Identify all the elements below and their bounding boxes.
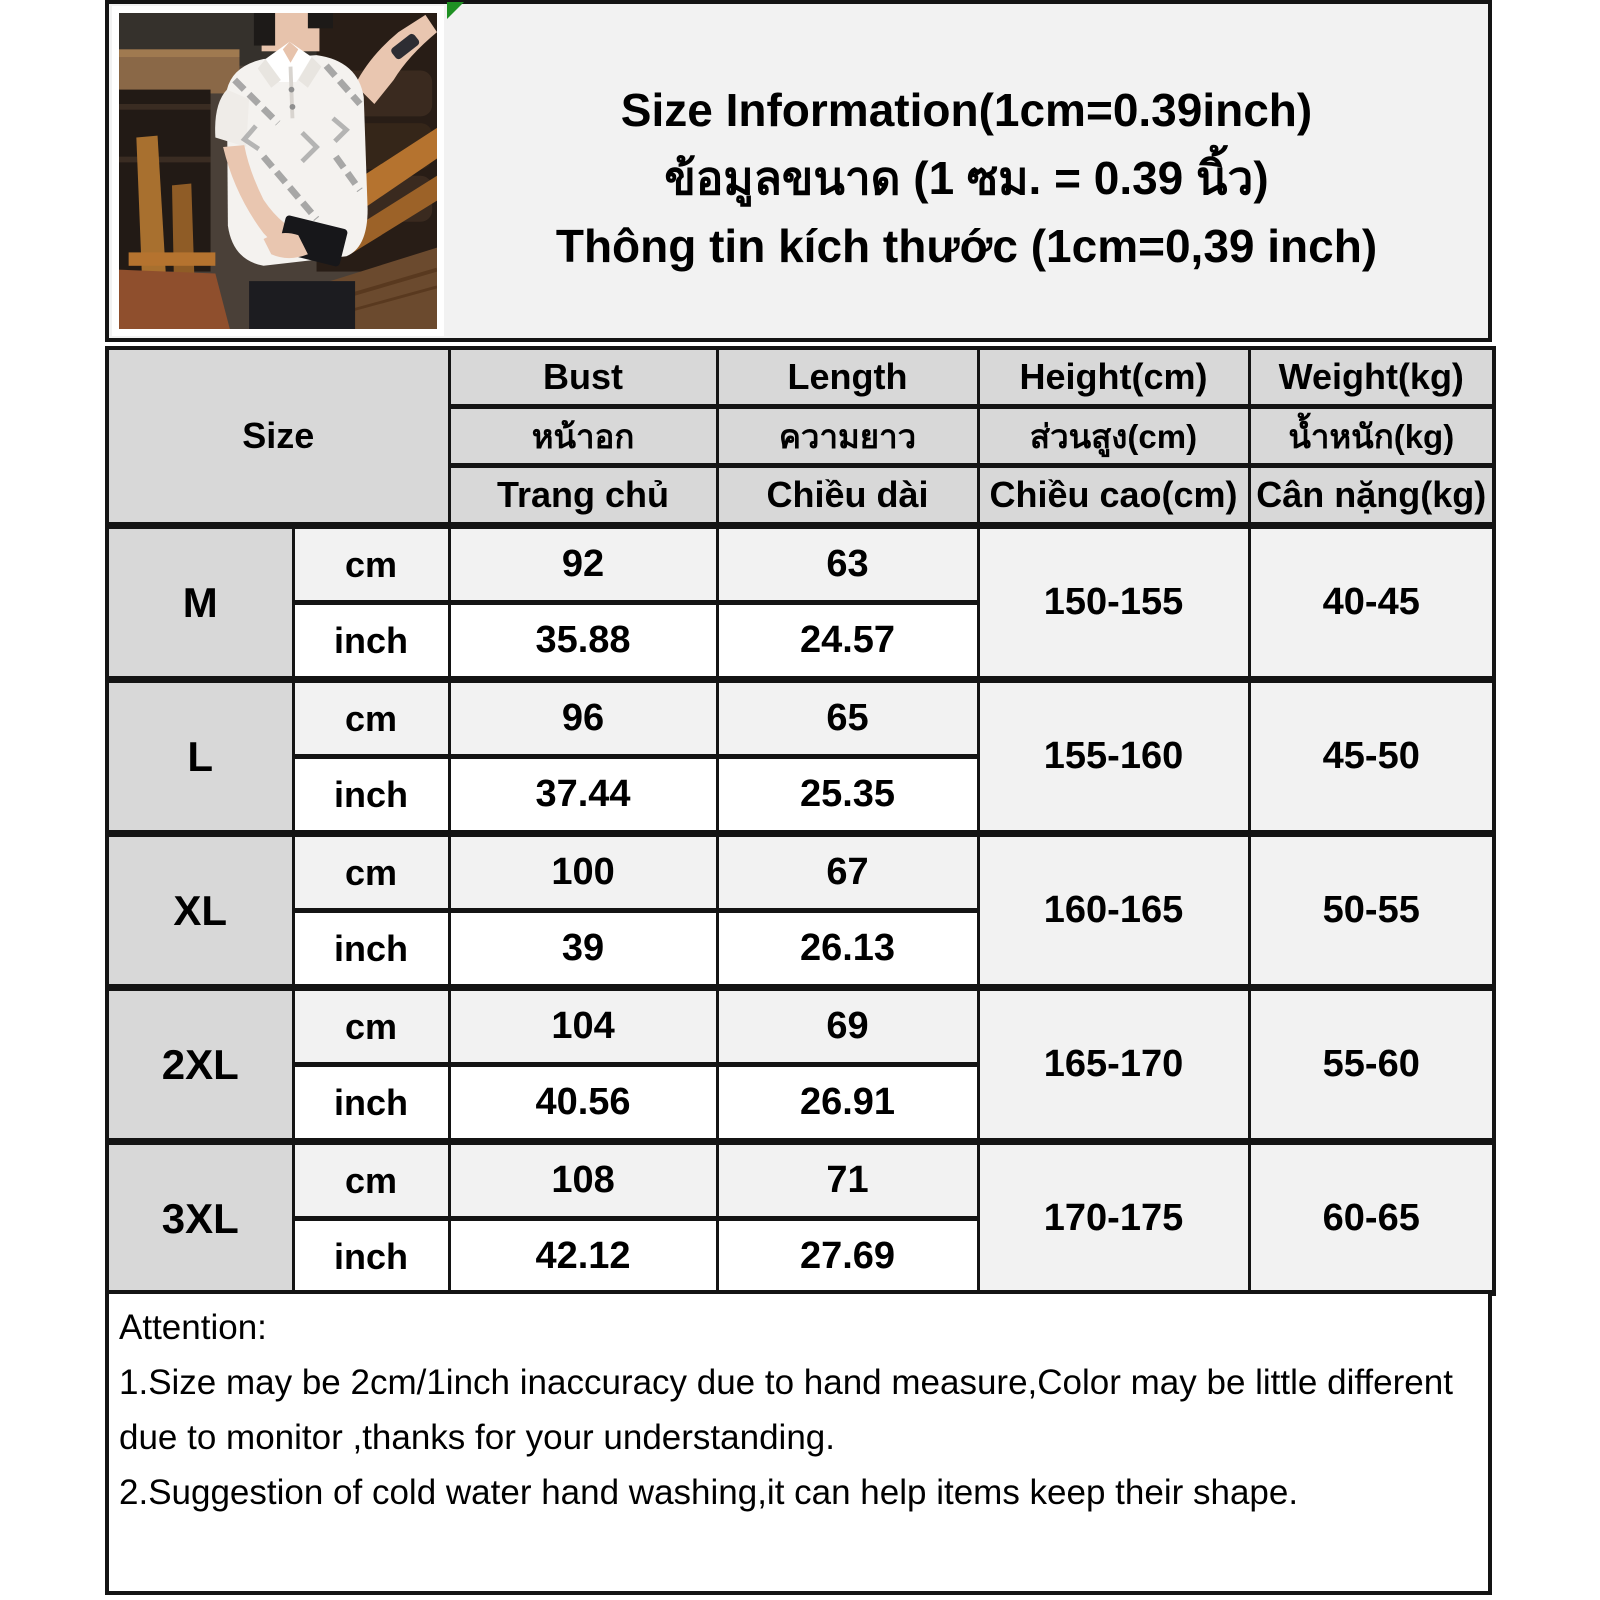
col-header-length-th: ความยาว (717, 407, 978, 466)
table-row-3xl-cm (107, 1142, 1494, 1219)
unit-label-cm: cm (293, 680, 449, 757)
title-block (449, 4, 1484, 338)
table-row-2xl-cm (107, 988, 1494, 1065)
unit-label-cm: cm (293, 526, 449, 603)
bust-cm-value: 92 (449, 526, 717, 603)
col-header-height-vi: Chiều cao(cm) (978, 466, 1249, 526)
length-cm-value: 71 (717, 1142, 978, 1219)
size-label: M (107, 526, 293, 680)
bust-cm-value: 100 (449, 834, 717, 911)
size-label: XL (107, 834, 293, 988)
product-photo (112, 6, 444, 336)
attention-note-1: 1.Size may be 2cm/1inch inaccuracy due to hand measure,Color may be little different due to monitor ,thanks for your understanding. (119, 1363, 1453, 1457)
size-header-cell: Size (107, 348, 449, 526)
unit-label-cm: cm (293, 1142, 449, 1219)
col-header-length-en: Length (717, 348, 978, 407)
col-header-bust-vi: Trang chủ (449, 466, 717, 526)
product-photo-illustration (119, 13, 437, 329)
length-inch-value: 25.35 (717, 757, 978, 834)
attention-heading: Attention: (119, 1308, 267, 1347)
bust-inch-value: 35.88 (449, 603, 717, 680)
unit-label-inch: inch (293, 1065, 449, 1142)
table-header-row-en (107, 348, 1494, 407)
attention-note-2: 2.Suggestion of cold water hand washing,it can help items keep their shape. (119, 1473, 1299, 1512)
length-cm-value: 65 (717, 680, 978, 757)
col-header-weight-vi: Cân nặng(kg) (1249, 466, 1494, 526)
size-label: L (107, 680, 293, 834)
weight-range: 50-55 (1249, 834, 1494, 988)
unit-label-cm: cm (293, 834, 449, 911)
unit-label-inch: inch (293, 911, 449, 988)
unit-label-cm: cm (293, 988, 449, 1065)
length-cm-value: 67 (717, 834, 978, 911)
title-thai: ข้อมูลขนาด (1 ซม. = 0.39 นิ้ว) (664, 152, 1269, 204)
col-header-height-th: ส่วนสูง(cm) (978, 407, 1249, 466)
col-header-weight-en: Weight(kg) (1249, 348, 1494, 407)
weight-range: 60-65 (1249, 1142, 1494, 1295)
title-english: Size Information(1cm=0.39inch) (620, 84, 1313, 136)
table-row-m-cm (107, 526, 1494, 603)
weight-range: 40-45 (1249, 526, 1494, 680)
size-label: 2XL (107, 988, 293, 1142)
table-row-l-cm (107, 680, 1494, 757)
bust-inch-value: 39 (449, 911, 717, 988)
height-range: 160-165 (978, 834, 1249, 988)
attention-notes (105, 1290, 1492, 1595)
length-cm-value: 63 (717, 526, 978, 603)
bust-cm-value: 96 (449, 680, 717, 757)
bust-inch-value: 37.44 (449, 757, 717, 834)
unit-label-inch: inch (293, 1219, 449, 1295)
height-range: 150-155 (978, 526, 1249, 680)
unit-label-inch: inch (293, 757, 449, 834)
length-inch-value: 27.69 (717, 1219, 978, 1295)
bust-inch-value: 42.12 (449, 1219, 717, 1295)
table-row-xl-cm (107, 834, 1494, 911)
length-inch-value: 26.13 (717, 911, 978, 988)
unit-label-inch: inch (293, 603, 449, 680)
col-header-bust-en: Bust (449, 348, 717, 407)
height-range: 170-175 (978, 1142, 1249, 1295)
bust-inch-value: 40.56 (449, 1065, 717, 1142)
bust-cm-value: 104 (449, 988, 717, 1065)
col-header-weight-th: น้ำหนัก(kg) (1249, 407, 1494, 466)
size-table (105, 346, 1496, 1296)
weight-range: 45-50 (1249, 680, 1494, 834)
header-section (105, 0, 1492, 342)
title-vietnamese: Thông tin kích thước (1cm=0,39 inch) (555, 220, 1378, 272)
height-range: 155-160 (978, 680, 1249, 834)
length-inch-value: 24.57 (717, 603, 978, 680)
length-inch-value: 26.91 (717, 1065, 978, 1142)
col-header-length-vi: Chiều dài (717, 466, 978, 526)
height-range: 165-170 (978, 988, 1249, 1142)
size-label: 3XL (107, 1142, 293, 1295)
col-header-bust-th: หน้าอก (449, 407, 717, 466)
length-cm-value: 69 (717, 988, 978, 1065)
bust-cm-value: 108 (449, 1142, 717, 1219)
weight-range: 55-60 (1249, 988, 1494, 1142)
col-header-height-en: Height(cm) (978, 348, 1249, 407)
